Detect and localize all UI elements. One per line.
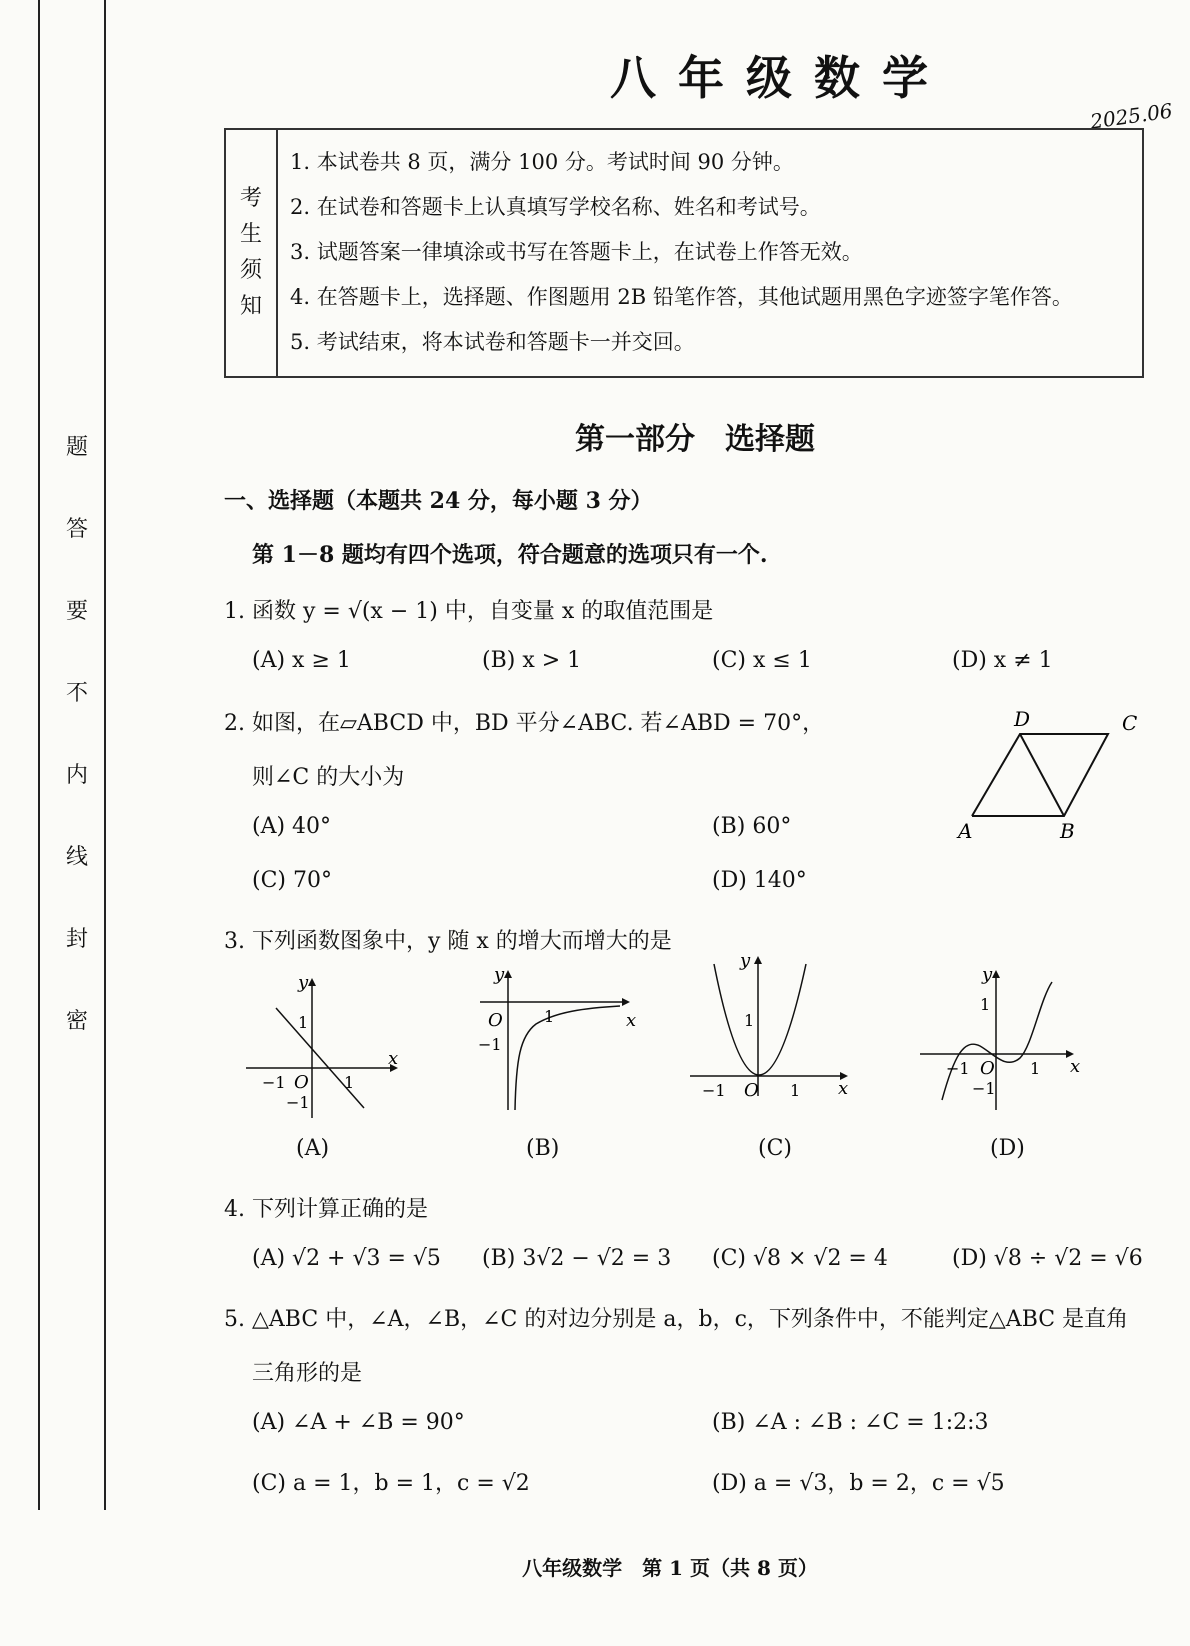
question-2-option-b: (B) 60°	[712, 814, 792, 839]
graph-c	[684, 946, 864, 1126]
notice-item: 3. 试题答案一律填涂或书写在答题卡上，在试卷上作答无效。	[290, 240, 863, 264]
question-2-option-c: (C) 70°	[252, 868, 332, 893]
notice-item: 4. 在答题卡上，选择题、作图题用 2B 铅笔作答，其他试题用黑色字迹签字笔作答。	[290, 285, 1073, 309]
question-3-stem: 3. 下列函数图象中，y 随 x 的增大而增大的是	[224, 929, 672, 954]
question-2-stem-cont: 则∠C 的大小为	[252, 765, 405, 790]
part-instruction: 第 1－8 题均有四个选项，符合题意的选项只有一个.	[252, 542, 768, 568]
binding-line-inner	[104, 0, 106, 1510]
section-title: 第一部分 选择题	[575, 422, 815, 457]
question-2-option-d: (D) 140°	[712, 868, 807, 893]
exam-notice-box	[224, 128, 1144, 378]
question-1-stem: 1. 函数 y = √(x − 1) 中，自变量 x 的取值范围是	[224, 599, 714, 624]
axis-y-label: y	[740, 950, 751, 971]
vertex-label-b: B	[1060, 819, 1075, 843]
tick-label-x1: 1	[544, 1007, 555, 1026]
graph-b-label: (B)	[526, 1136, 560, 1161]
question-5-option-b: (B) ∠A : ∠B : ∠C = 1:2:3	[712, 1410, 989, 1435]
seal-char: 题	[65, 435, 88, 460]
tick-label-xneg1: −1	[262, 1073, 286, 1092]
tick-label-xneg1: −1	[946, 1059, 970, 1078]
tick-label-y1: 1	[744, 1011, 755, 1030]
seal-char: 封	[65, 927, 88, 952]
axis-y-label: y	[494, 964, 505, 985]
graph-d	[912, 960, 1092, 1120]
binding-line-outer	[38, 0, 40, 1510]
vertex-label-a: A	[958, 819, 973, 843]
question-1-option-a: (A) x ≥ 1	[252, 648, 351, 673]
question-4-option-a: (A) √2 + √3 = √5	[252, 1246, 441, 1271]
question-4-option-b: (B) 3√2 − √2 = 3	[482, 1246, 672, 1271]
tick-label-x1: 1	[344, 1073, 355, 1092]
seal-char: 不	[65, 681, 88, 706]
question-5-stem: 5. △ABC 中，∠A，∠B，∠C 的对边分别是 a，b，c，下列条件中，不能判定△ABC 是直角	[224, 1307, 1129, 1332]
notice-label-char: 考	[239, 186, 262, 211]
notice-item: 1. 本试卷共 8 页，满分 100 分。考试时间 90 分钟。	[290, 150, 794, 174]
tick-label-x1: 1	[1030, 1059, 1041, 1078]
graph-c-label: (C)	[758, 1136, 792, 1161]
question-1-option-c: (C) x ≤ 1	[712, 648, 812, 673]
question-1-option-b: (B) x > 1	[482, 648, 582, 673]
question-5-option-a: (A) ∠A + ∠B = 90°	[252, 1410, 465, 1435]
question-2-stem: 2. 如图，在▱ABCD 中，BD 平分∠ABC. 若∠ABD = 70°，	[224, 711, 825, 736]
tick-label-yneg1: −1	[478, 1035, 502, 1054]
graph-a	[240, 968, 410, 1128]
axis-x-label: x	[388, 1048, 399, 1069]
origin-label: O	[980, 1058, 995, 1079]
axis-x-label: x	[838, 1078, 849, 1099]
question-2-option-a: (A) 40°	[252, 814, 332, 839]
seal-char: 密	[65, 1009, 88, 1034]
notice-label-char: 须	[239, 258, 262, 283]
seal-char: 答	[65, 517, 88, 542]
axis-x-label: x	[626, 1010, 637, 1031]
notice-item: 2. 在试卷和答题卡上认真填写学校名称、姓名和考试号。	[290, 195, 821, 219]
date-note: 2025.06	[1088, 98, 1174, 134]
axis-y-label: y	[298, 972, 309, 993]
axis-x-label: x	[1070, 1056, 1081, 1077]
notice-label-char: 知	[239, 294, 262, 319]
origin-label: O	[294, 1072, 309, 1093]
vertex-label-c: C	[1122, 711, 1138, 735]
seal-char: 线	[65, 845, 88, 870]
page-footer: 八年级数学 第 1 页（共 8 页）	[522, 1556, 818, 1580]
seal-char: 要	[65, 599, 88, 624]
origin-label: O	[488, 1010, 503, 1031]
graph-d-label: (D)	[990, 1136, 1025, 1161]
page-title: 八年级数学	[610, 51, 950, 105]
question-1-option-d: (D) x ≠ 1	[952, 648, 1053, 673]
part-heading: 一、选择题（本题共 24 分，每小题 3 分）	[224, 488, 653, 514]
tick-label-y1: 1	[298, 1013, 309, 1032]
notice-label	[226, 130, 278, 376]
tick-label-x1: 1	[790, 1081, 801, 1100]
tick-label-yneg1: −1	[972, 1079, 996, 1098]
tick-label-yneg1: −1	[286, 1093, 310, 1112]
question-5-option-d: (D) a = √3，b = 2，c = √5	[712, 1471, 1005, 1496]
graph-a-label: (A)	[296, 1136, 330, 1161]
question-4-stem: 4. 下列计算正确的是	[224, 1197, 428, 1222]
tick-label-xneg1: −1	[702, 1081, 726, 1100]
question-5-stem-cont: 三角形的是	[252, 1361, 363, 1386]
question-4-option-d: (D) √8 ÷ √2 = √6	[952, 1246, 1143, 1271]
seal-char: 内	[65, 763, 88, 788]
notice-label-char: 生	[239, 222, 262, 247]
notice-item: 5. 考试结束，将本试卷和答题卡一并交回。	[290, 330, 695, 354]
axis-y-label: y	[982, 964, 993, 985]
vertex-label-d: D	[1014, 707, 1031, 731]
origin-label: O	[744, 1080, 759, 1101]
question-5-option-c: (C) a = 1，b = 1，c = √2	[252, 1471, 530, 1496]
graph-b	[460, 960, 640, 1120]
question-4-option-c: (C) √8 × √2 = 4	[712, 1246, 888, 1271]
notice-list	[290, 140, 1073, 365]
parallelogram-figure	[950, 706, 1150, 846]
tick-label-y1: 1	[980, 995, 991, 1014]
